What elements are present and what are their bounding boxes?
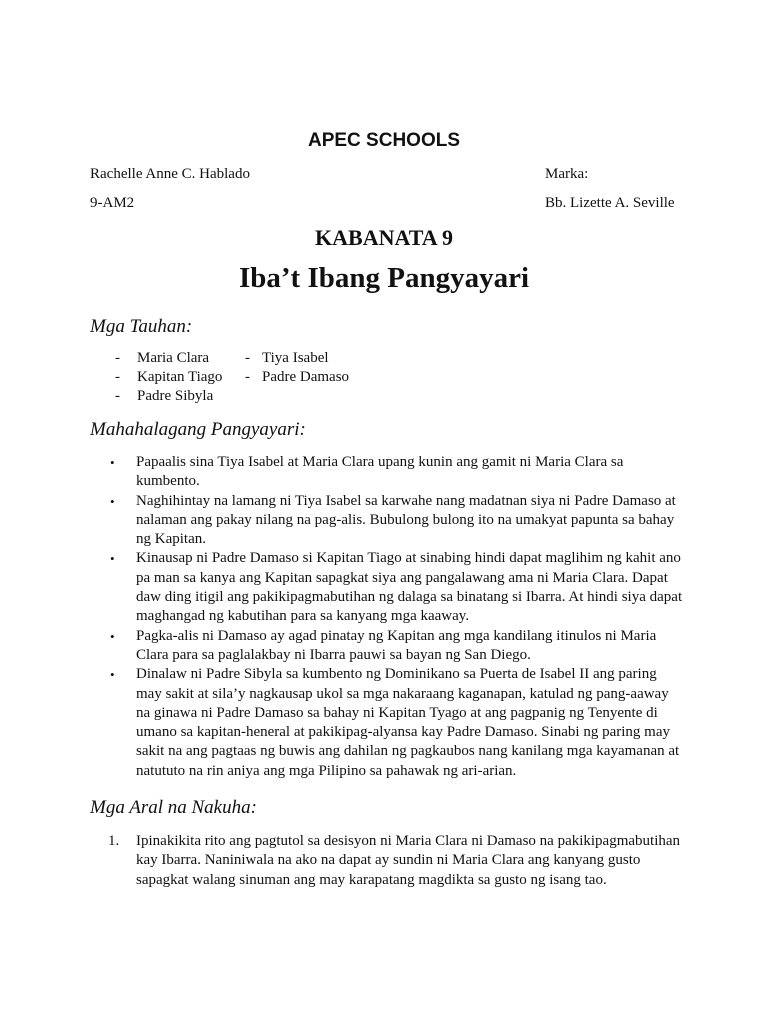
- bullet-icon: •: [110, 493, 115, 509]
- class-section: 9-AM2: [90, 195, 135, 211]
- bullet-icon: •: [110, 455, 115, 470]
- chapter-heading: KABANATA 9: [315, 225, 453, 250]
- list-item: • Papaalis sina Tiya Isabel at Maria Clara upang kunin ang gamit ni Maria Clara sa kumbento.: [110, 454, 624, 490]
- student-name: Rachelle Anne C. Hablado: [90, 166, 250, 182]
- list-item: • Pagka-alis ni Damaso ay agad pinatay ng Kapitan ang mga kandilang itinulos ni Maria Clara para sa paglalakbay ni Ibarra pauwi sa bayan ng San Diego.: [110, 627, 657, 663]
- grade-label: Marka:: [545, 166, 589, 182]
- character-item: - Maria Clara: [115, 350, 210, 366]
- characters-column-1: [115, 349, 222, 406]
- characters-heading: Mga Tauhan:: [90, 316, 193, 337]
- document-title: Iba’t Ibang Pangyayari: [238, 262, 530, 294]
- school-name: APEC SCHOOLS: [307, 130, 461, 151]
- character-item: - Kapitan Tiago: [115, 369, 223, 385]
- bullet-icon: •: [110, 551, 115, 567]
- character-item: - Padre Damaso: [245, 369, 350, 385]
- lessons-heading: Mga Aral na Nakuha:: [90, 797, 257, 818]
- bullet-icon: •: [110, 667, 115, 683]
- bullet-icon: •: [110, 628, 115, 644]
- lessons-list: [108, 832, 683, 890]
- list-item: 1. Ipinakikita rito ang pagtutol sa desisyon ni Maria Clara ni Damaso na pakikipagmabutihan kay Ibarra. Naniniwala na ako na dapat ay sundin ni Maria Clara ang kanyang gusto sapagkat walang sinuman ang may karapatang magdikta sa gusto ng isang tao.: [108, 833, 681, 888]
- list-item: • Dinalaw ni Padre Sibyla sa kumbento ng Dominikano sa Puerta de Isabel II ang paring may sakit at sila’y nagkausap ukol sa mga nakaraang kaganapan, katulad ng pang-aaway na ginawa ni Padre Damaso sa bahay ni Kapitan Tyago at ang pagpanig ng Tenyente di umano sa kapitan-heneral at pakikipag-alyansa kay Padre Damaso. Sinabi ng paring may sakit na ang pagtaas ng buwis ang dahilan ng pagkaubos nang kanilang mga kayamanan at natututo na rin aniya ang mga Pilipino sa pahawak ng ari-arian.: [110, 666, 680, 779]
- teacher-name: Bb. Lizette A. Seville: [545, 195, 675, 211]
- list-number: 1.: [108, 833, 120, 849]
- character-item: - Padre Sibyla: [115, 388, 214, 404]
- events-heading: Mahahalagang Pangyayari:: [90, 419, 306, 440]
- list-item: • Naghihintay na lamang ni Tiya Isabel sa karwahe nang madatnan siya ni Padre Damaso at nalaman ang pakay nilang na pag-alis. Bubulong bulong ito na umakyat papunta sa bahay ng Kapitan.: [110, 492, 676, 548]
- list-item: • Kinausap ni Padre Damaso si Kapitan Tiago at sinabing hindi dapat maglihim ng kahit ano pa man sa kanya ang Kapitan sapagkat siya ang pangalawang ama ni Maria Clara. Dapat daw ding itigil ang pakikipagmabutihan ng dalaga sa binatang si Ibarra. At hindi siya dapat maghangad ng kabutihan para sa kanyang mga kaaway.: [110, 550, 683, 625]
- character-item: - Tiya Isabel: [245, 350, 329, 366]
- events-list: [108, 453, 683, 781]
- characters-column-2: [245, 349, 349, 387]
